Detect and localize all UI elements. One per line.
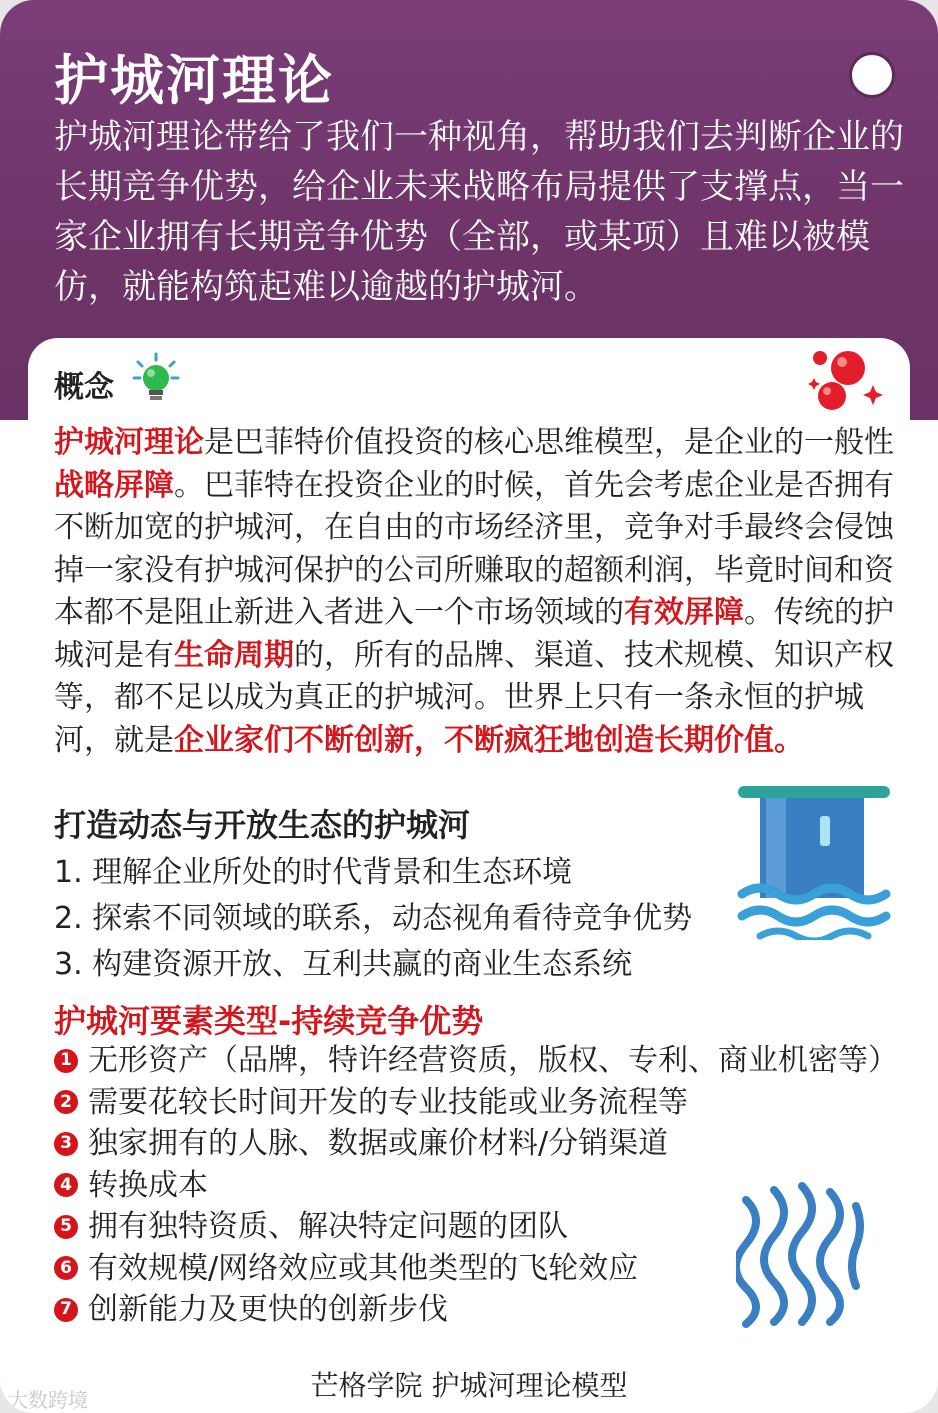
- concept-text: 。巴菲特在投资企业的时候，首先会考虑企业是否拥有不断加宽的护城河，在自由的市场经济里，竞争对手最终会侵蚀掉一家没有护城河保护的公司所赚取的超额利润，毕竟时间和资本都不是阻止新进入者进入一个市场领域的: [54, 467, 894, 630]
- list-item-text: 独家拥有的人脉、数据或廉价材料/分销渠道: [88, 1126, 669, 1161]
- waves-icon: [736, 1180, 866, 1328]
- number-badge: 5: [54, 1215, 78, 1239]
- list-item-text: 无形资产（品牌，特许经营资质，版权、专利、商业机密等）: [88, 1043, 898, 1078]
- highlight-effective-barrier: 有效屏障: [624, 595, 744, 630]
- concept-text: 是巴菲特价值投资的核心思维模型，是企业的一般性: [204, 425, 894, 460]
- punch-hole: [849, 52, 895, 98]
- number-badge: 4: [54, 1173, 78, 1197]
- list-item-text: 创新能力及更快的创新步伐: [88, 1292, 448, 1327]
- tower-in-water-icon: [736, 782, 892, 940]
- footer-caption: 芒格学院 护城河理论模型: [310, 1369, 628, 1402]
- watermark: 大数跨境: [8, 1388, 88, 1412]
- dynamic-moat-list: [54, 850, 692, 988]
- list-item: [54, 1082, 898, 1124]
- list-item-text: 转换成本: [88, 1167, 208, 1203]
- lightbulb-icon: [132, 352, 180, 406]
- dynamic-moat-title: 打造动态与开放生态的护城河: [54, 806, 471, 844]
- number-badge: 7: [54, 1298, 78, 1322]
- list-item: 3. 构建资源开放、互利共赢的商业生态系统: [54, 947, 633, 982]
- list-item: [54, 1123, 898, 1165]
- bubbles-icon: [804, 344, 884, 416]
- list-item: [54, 1040, 898, 1082]
- list-item-text: 有效规模/网络效应或其他类型的飞轮效应: [88, 1250, 639, 1286]
- number-badge: 3: [54, 1132, 78, 1156]
- number-badge: 1: [54, 1049, 78, 1073]
- concept-label: 概念: [54, 370, 114, 405]
- moat-types-title: 护城河要素类型-持续竞争优势: [54, 1002, 484, 1040]
- highlight-innovation: 企业家们不断创新，不断疯狂地创造长期价值。: [174, 722, 804, 758]
- number-badge: 6: [54, 1256, 78, 1280]
- highlight-strategic-barrier: 战略屏障: [54, 467, 174, 503]
- number-badge: 2: [54, 1090, 78, 1114]
- list-item-text: 拥有独特资质、解决特定问题的团队: [88, 1209, 568, 1244]
- concept-text: 的，所有的品牌、渠道、技术规模、知识产权等，都不足以成为真正的护城河。世界上只有一条永恒的护城河，就是: [54, 637, 894, 758]
- list-item: 2. 探索不同领域的联系，动态视角看待竞争优势: [54, 901, 693, 936]
- list-item-text: 需要花较长时间开发的专业技能或业务流程等: [88, 1084, 688, 1120]
- concept-text: 。传统的护城河是有: [54, 595, 894, 673]
- highlight-moat-theory: 护城河理论: [54, 425, 204, 460]
- concept-paragraph: [54, 422, 894, 762]
- list-item: 1. 理解企业所处的时代背景和生态环境: [54, 855, 573, 890]
- highlight-life-cycle: 生命周期: [174, 637, 294, 673]
- intro-text: 护城河理论带给了我们一种视角，帮助我们去判断企业的长期竞争优势，给企业未来战略布局提供了支撑点，当一家企业拥有长期竞争优势（全部，或某项）且难以被模仿，就能构筑起难以逾越的护城河。: [54, 117, 904, 307]
- page-title: 护城河理论: [54, 49, 334, 112]
